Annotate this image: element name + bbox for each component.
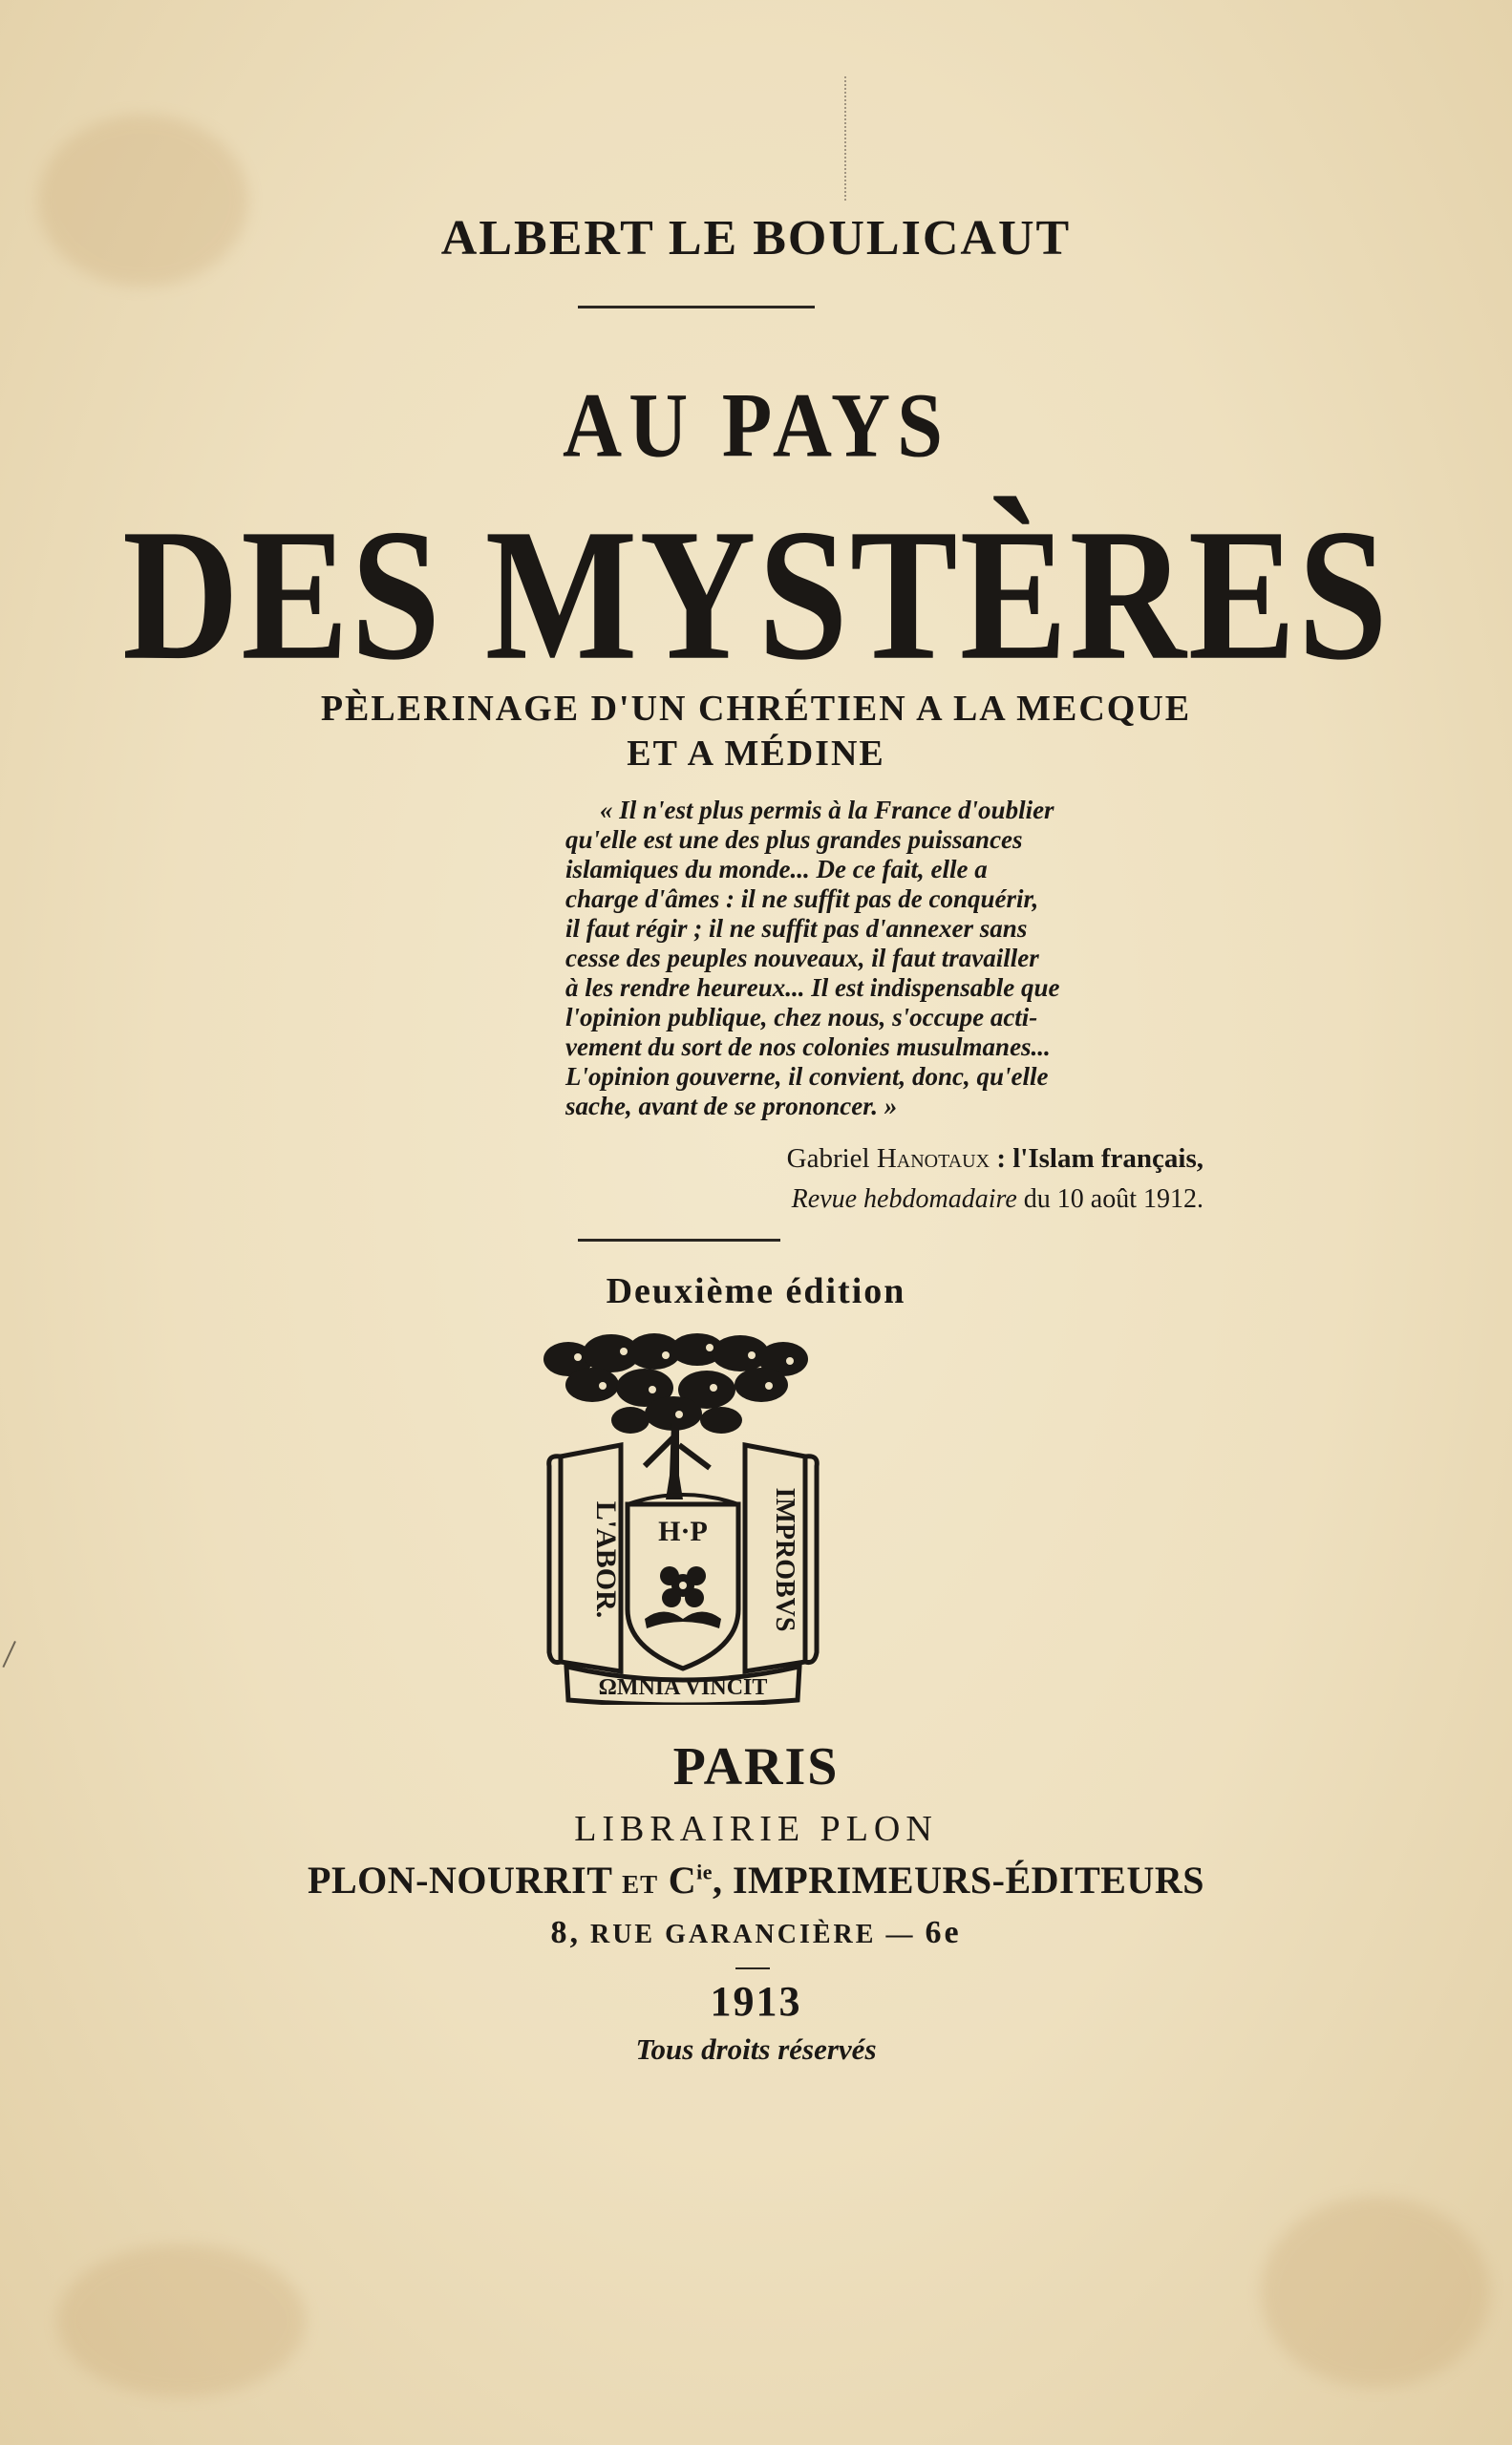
epigraph-line: à les rendre heureux... Il est indispensable que (565, 973, 1060, 1002)
imprint-year: 1913 (710, 1978, 802, 2025)
epigraph-line: il faut régir ; il ne suffit pas d'annexer sans (565, 914, 1028, 943)
bottom-scroll-motto: ΩMNIA VINCIT (598, 1675, 768, 1700)
left-scroll-motto: L'ABOR. (590, 1500, 622, 1619)
firm-c: C (658, 1859, 697, 1902)
paper-stain (1261, 2197, 1490, 2388)
epigraph (565, 796, 1198, 1121)
author-name: ALBERT LE BOULICAUT (440, 211, 1072, 266)
title-line-1: AU PAYS (562, 373, 949, 477)
imprint-city: PARIS (672, 1737, 840, 1797)
address-street: RUE GARANCIÈRE — (580, 1920, 926, 1949)
epigraph-line: islamiques du monde... De ce fait, elle a (565, 855, 988, 883)
divider-rule (578, 1239, 780, 1242)
source-title: Revue hebdomadaire (791, 1184, 1017, 1214)
right-scroll-motto: IMPROBVS (770, 1487, 799, 1632)
epigraph-line: « Il n'est plus permis à la France d'oublier (600, 796, 1054, 824)
epigraph-line: L'opinion gouverne, il convient, donc, qu'elle (565, 1062, 1049, 1091)
subtitle-line-2: ET A MÉDINE (627, 734, 885, 774)
edition-label: Deuxième édition (606, 1271, 906, 1311)
printer-mark (540, 1332, 826, 1705)
epigraph-line: l'opinion publique, chez nous, s'occupe acti- (565, 1003, 1038, 1031)
firm-role: , IMPRIMEURS-ÉDITEURS (712, 1859, 1204, 1902)
paper-stain (57, 2244, 306, 2397)
firm-et: ET (622, 1870, 659, 1899)
divider-rule (578, 306, 815, 308)
attribution-work: : l'Islam français, (990, 1143, 1203, 1174)
fold-mark (844, 76, 850, 201)
attribution-last-name: Hanotaux (876, 1143, 990, 1174)
epigraph-line: vement du sort de nos colonies musulmanes... (565, 1032, 1051, 1061)
title-line-2: DES MYSTÈRES (122, 490, 1390, 700)
monogram: H·P (658, 1516, 708, 1547)
firm-name: PLON-NOURRIT (308, 1859, 623, 1902)
epigraph-line: charge d'âmes : il ne suffit pas de conquérir, (565, 884, 1039, 913)
epigraph-line: sache, avant de se prononcer. » (565, 1092, 898, 1120)
imprint-publisher: LIBRAIRIE PLON (574, 1809, 938, 1849)
edge-mark (2, 1641, 28, 1673)
epigraph-line: cesse des peuples nouveaux, il faut travailler (565, 944, 1039, 972)
epigraph-source (621, 1184, 1203, 1215)
epigraph-attribution (630, 1143, 1203, 1175)
printer-mark-tree-icon (540, 1332, 826, 1705)
imprint-firm (0, 1858, 1512, 1903)
firm-ie: ie (696, 1860, 713, 1884)
attribution-first-name: Gabriel (786, 1143, 870, 1174)
imprint-rights: Tous droits réservés (635, 2032, 877, 2066)
address-number: 8, (550, 1915, 581, 1950)
imprint-address (0, 1915, 1512, 1951)
source-date: du 10 août 1912. (1016, 1184, 1203, 1214)
epigraph-line: qu'elle est une des plus grandes puissances (565, 825, 1023, 854)
divider-rule (735, 1967, 770, 1969)
address-arrondissement: 6e (925, 1915, 962, 1950)
subtitle-line-1: PÈLERINAGE D'UN CHRÉTIEN A LA MECQUE (320, 689, 1192, 729)
